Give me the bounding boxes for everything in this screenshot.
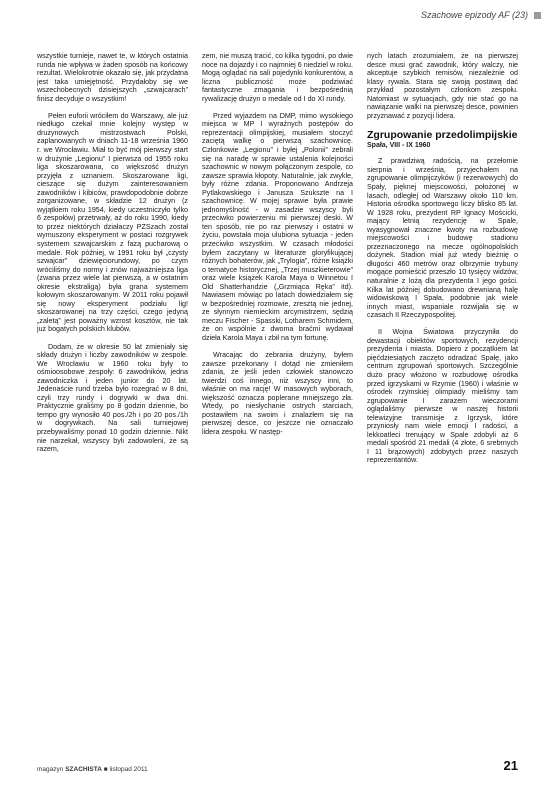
column-middle [202,52,353,764]
page-number: 21 [503,758,518,773]
footer-magazine-line [37,766,148,773]
paragraph: Przed wyjazdem na DMP, mimo wysokiego miejsca w MP I wyraźnych postępów do reprezentacji olimpijskiej, musiałem stoczyć zaciętą walkę o pierwszą szachownicę. Członkowie „Legionu” i byłej „Polonii” zebrali się na naradę w sprawie ustalenia kolejności szachownic w nowym połączonym zespole, co zawsze sprawia kłopoty. Naturalnie, jak zwykle, były różne zdania. Proponowano Andrzeja Pytlakowskiego i Janusza Szukszte na I szachownicę. W mojej sprawie była prawie jednomyślność - w zasadzie wszyscy byli przeciwko powierzeniu mi pierwszej deski. W ten sposób, nie po raz pierwszy i ostatni w życiu, powstała moja ulubiona sytuacja - jeden przeciwko wszystkim. W czasach młodości byłem zaczytany w literaturze gloryfikującej różnych bohaterów, jak „Trylogia”, różne książki o tematyce historycznej, „Trzej muszkieterowie” oraz wiele książek Karola Maya o Winnetou I Old Shatterhandzie („Grzmiąca Ręka” itd). Nawiasem mówiąc po latach dowiedziałem się w bezpośredniej rozmowie, zresztą nie jednej, ze słynnym niemieckim arcymistrzem, sędzią meczu Fischer - Spasski, Lotharem Schmidem, że on wspólnie z dwoma braćmi wydawał dzieła Karola Maya i zbił na tym fortunę. [202,111,353,342]
paragraph: Wracając do zebrania drużyny, byłem zawsze przekonany I dotąd nie zmieniłem zdania, że jeśli jeden człowiek stanowczo twierdzi coś innego, niż wszyscy inni, to właśnie on ma rację! W masowych wyborach, większość oznacza poplerane mniejszego zła. Wtedy, po niesłychanie ostrych starciach, postawiłem na swoim i znalazłem się na pierwszej desce, co jeszcze nie oznaczało lidera zespołu. W następ- [202,351,353,436]
footer-issue: listopad 2011 [109,766,148,773]
paragraph: zem, nie muszą tracić, co kilka tygodni, po dwie noce na dojazdy i co najmniej 6 niedziel w roku. Mogą oglądać na sali pojedynki konkurentów, a liczna publiczność może podziwiać fantastyczne zmagania i bezpośrednią rywalizację drużyn o medale od I do XI rundy. [202,52,353,103]
paragraph: Z prawdziwą radością, na przełomie sierpnia i września, przyjechałem na zgrupowanie olimpijczyków (i rezerwowych) do Spały, pięknej miejscowości, położonej w lasach, odległej od Warszawy około 110 km. Historia ośrodka sportowego liczy blisko 85 lat. W 1928 roku, prezydent RP Ignacy Mościcki, mający letnią rezydencję w Spale, wyasygnował znaczne kwoty na rozbudowę miejscowości i budowę stadionu przeznaczonego na mecze ogólnopolskich dożynek. Stadion miał już wtedy bieżnię o długości 460 metrów oraz olbrzymie trybuny mogące pomieścić przeszło 10 tysięcy widzów, naturalnie z lożą dla prezydenta I jego gości. Kilka lat później dobudowano drewnianą halę widowiskową I Spała, podobnie jak wiele innych miast, wspaniale rozwijała się w czasach II Rzeczypospolitej. [367,157,518,320]
header-square-marker [534,12,541,19]
footer-magazine-prefix: magazyn [37,766,64,773]
paragraph: Dodam, że w okresie 50 lat zmieniały się składy drużyn i liczby zawodników w zespole. We Wrocławiu w 1960 roku były to ośmioosobowe zespoły: 6 zawodników, jedna zawodniczka i jeden junior do 20 lat. Jedenaście rund trzeba było rozegrać w 8 dni, czyli trzy rundy i dogrywki w dwa dni. Praktycznie graliśmy po 8 godzin dziennie, bo tempo gry wynosiło 40 pos./2h i po 20 pos./1h w dogrywkach. Na sali turniejowej przebywaliśmy ponad 10 godzin dziennie. Nikt nie narzekał, wszyscy byli zadowoleni, że są razem, [37,342,188,454]
footer-magazine-name: SZACHISTA [65,766,102,773]
paragraph: nych latach zrozumiałem, że na pierwszej desce musi grać zawodnik, który walczy, nie akceptuje szybkich remisów, niezależnie od klasy rywala. Stara się swoją postawą dać przykład pozostałym członkom zespołu. Natomiast w sytuacjach, gdy nie stać go na nawiązanie walki na pierwszej desce, powinien przyznawać z pozycji lidera. [367,52,518,120]
running-title: Szachowe epizody AF (23) [420,10,528,20]
article-body [37,52,518,764]
section-heading: Zgrupowanie przedolimpijskie [367,129,518,142]
column-right [367,52,518,764]
column-left [37,52,188,764]
paragraph: Pełen euforii wróciłem do Warszawy, ale już niedługo czekał mnie kolejny występ w drużynowych mistrzostwach Polski, zaplanowanych w dniach 11-18 września 1960 r. we Wrocławiu. Miał to być mój pierwszy start w drużynie „Legionu” I pierwsza od 1955 roku liga skoszarowana, co większość drużyn przyjęła z uznaniem. Skoszarowane ligi, cieszące się dużym zainteresowaniem zawodników i kibiców, prawdopodobnie dobrze zorganizowane, w składzie 12 drużyn (z wyjątkiem roku 1954, kiedy uczestniczyło tylko 6 zespołów) przetrwały, aż do roku 1990, kiedy to przez niektórych działaczy PZSzach został wymuszony eksperyment w postaci rozgrywek systemem szwajcarskim z fazą pucharową o medale. Rok później, w 1991 roku był „czysty szwajcar” dziewięciorundowy, po czym wróciliśmy do normy i znów najważniejsza liga (zwana przez wiele lat pierwszą, a w ostatnim okresie ekstraligą) była grana systemem kołowym skoszarowanym. W 2011 roku pojawił się nowy eksperyment podziału lig! skoszarowanej na trzy części, czego jedyną „zaletą” jest poważny wzrost kosztów, nie tak już bogatych polskich klubów. [37,111,188,334]
section-subheading: Spała, VIII - IX 1960 [367,142,431,150]
running-header [421,8,541,22]
paragraph: II Wojna Światowa przyczyniła do dewastacji obiektów sportowych, rezydencji prezydenta i miasta. Dopiero z początkiem lat pięćdziesiątych zaczęto odradzać Spałę, jako centrum zgrupowań sportowych. Szczególnie dużo pracy włożono w rozbudowę ośrodka przed igrzyskami w Rzymie (1960) i właśnie w ośrodek rzymskiej olimpiady mieliśmy tam zgrupowanie I zarazem wieczorami oglądaliśmy pierwsze w naszej historii telewizyjne transmisje z Igrzysk, które przyniosły nam wiele emocji I radości, a lekkoatleci trenujący w Spale zdobyli aż 6 medali spośród 21 medali (4 złote, 6 srebrnych I 11 brązowych) zdobytych przez naszych reprezentantów. [367,328,518,465]
footer-separator: ■ [103,766,108,773]
page-footer [37,759,518,773]
paragraph: wszystkie turnieje, nawet te, w których ostatnia runda nie wpływa w żaden sposób na końcowy rezultat. Wielokrotnie okazało się, jak przydatna jest taka umiejętność. Przydałoby się we wszechobecnych dzisiejszych „szwajcarach” finisz decyduje o wszystkim! [37,52,188,103]
